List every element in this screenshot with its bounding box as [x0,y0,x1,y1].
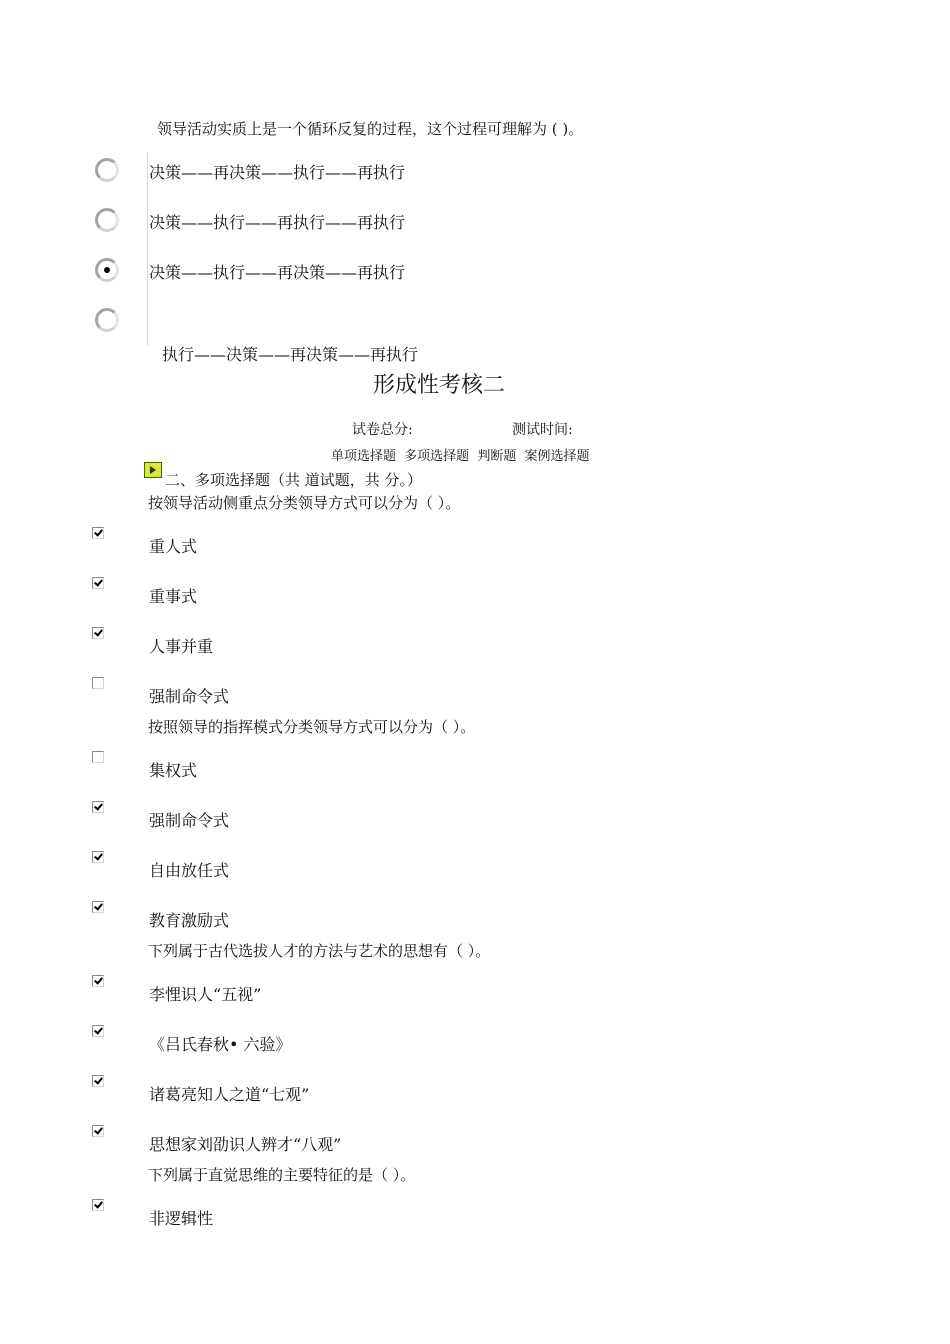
q1-option-4-label: 执行——决策——再决策——再执行 [162,345,419,364]
q5-option-1-label: 非逻辑性 [149,1209,214,1228]
q4-option-4-label: 思想家刘劭识人辨才“八观” [149,1135,342,1154]
section-tabs [331,445,593,464]
question-3-text: 按照领导的指挥模式分类领导方式可以分为（ ）。 [148,718,476,736]
q3-option-4-checkbox[interactable] [92,901,104,913]
q3-option-1-checkbox[interactable] [92,751,104,763]
arrow-icon [144,462,162,478]
q2-option-1-label: 重人式 [149,537,198,556]
section-heading: 二、多项选择题（共 道试题，共 分。） [165,471,423,489]
q2-option-4-checkbox[interactable] [92,677,104,689]
q1-option-2-radio[interactable] [95,208,119,232]
q4-option-4-checkbox[interactable] [92,1125,104,1137]
q3-option-2-checkbox[interactable] [92,801,104,813]
radio-column-divider [147,152,148,346]
q1-option-1-label: 决策——再决策——执行——再执行 [149,163,406,182]
q1-option-4-radio[interactable] [95,308,119,332]
tab-multi-choice[interactable]: 多项选择题 [404,449,470,464]
question-1-text: 领导活动实质上是一个循环反复的过程，这个过程可理解为 ( )。 [157,120,584,138]
test-time-label: 测试时间: [512,422,573,438]
q4-option-3-checkbox[interactable] [92,1075,104,1087]
q1-option-2-label: 决策——执行——再执行——再执行 [149,213,406,232]
q3-option-2-label: 强制命令式 [149,811,230,830]
q5-option-1-checkbox[interactable] [92,1199,104,1211]
q3-option-3-label: 自由放任式 [149,861,230,880]
q4-option-1-label: 李悝识人“五视” [149,985,262,1004]
page-title: 形成性考核二 [373,373,506,398]
q4-option-3-label: 诸葛亮知人之道“七观” [149,1085,310,1104]
q2-option-2-checkbox[interactable] [92,577,104,589]
q2-option-1-checkbox[interactable] [92,527,104,539]
question-2-text: 按领导活动侧重点分类领导方式可以分为（ ）。 [148,494,461,512]
q4-option-1-checkbox[interactable] [92,975,104,987]
question-5-text: 下列属于直觉思维的主要特征的是（ ）。 [148,1166,416,1184]
tab-case-choice[interactable]: 案例选择题 [524,449,590,464]
q4-option-2-label: 《吕氏春秋• 六验》 [149,1035,292,1054]
tab-single-choice[interactable]: 单项选择题 [331,449,397,464]
q3-option-4-label: 教育激励式 [149,911,230,930]
q1-option-3-radio[interactable] [95,258,119,282]
q2-option-3-label: 人事并重 [149,637,214,656]
q1-option-3-label: 决策——执行——再决策——再执行 [149,263,406,282]
q3-option-3-checkbox[interactable] [92,851,104,863]
q4-option-2-checkbox[interactable] [92,1025,104,1037]
question-4-text: 下列属于古代选拔人才的方法与艺术的思想有（ ）。 [148,942,491,960]
q2-option-3-checkbox[interactable] [92,627,104,639]
total-score-label: 试卷总分: [352,422,413,438]
q2-option-4-label: 强制命令式 [149,687,230,706]
q2-option-2-label: 重事式 [149,587,198,606]
q3-option-1-label: 集权式 [149,761,198,780]
tab-true-false[interactable]: 判断题 [477,449,517,464]
q1-option-1-radio[interactable] [95,158,119,182]
